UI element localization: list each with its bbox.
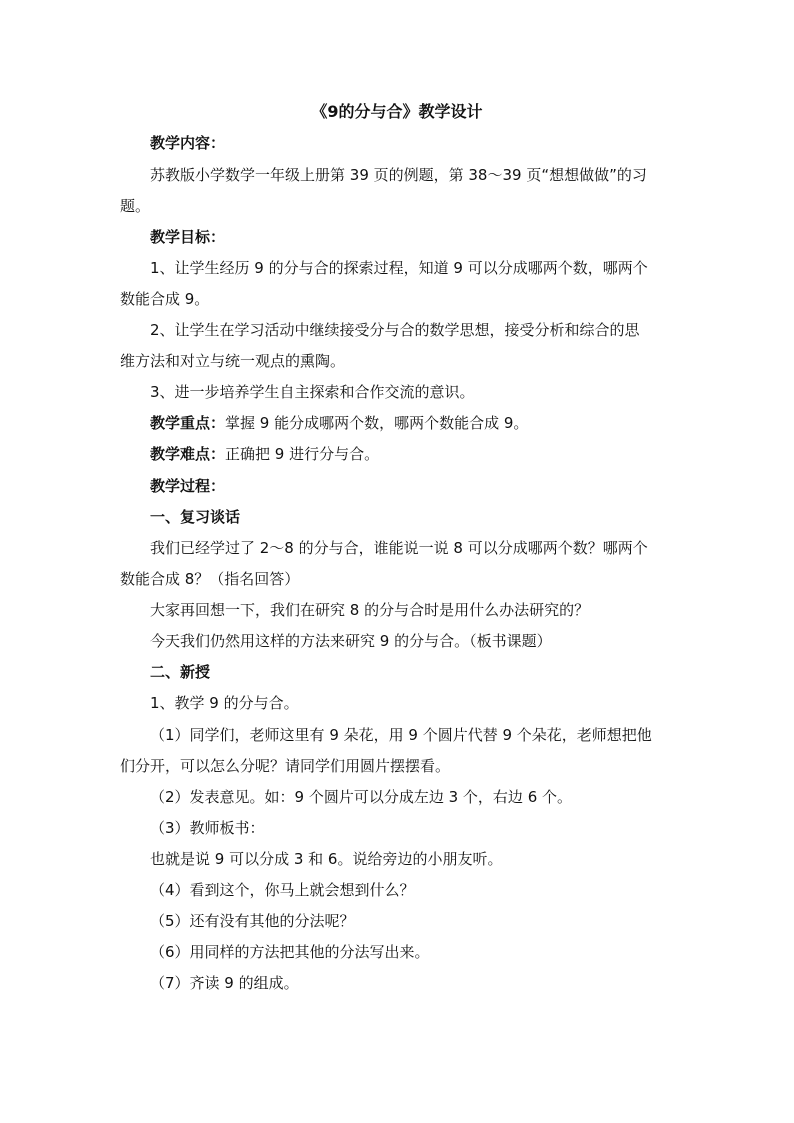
step4: （4）看到这个，你马上就会想到什么？ [150, 881, 415, 899]
step1-line1: （1）同学们，老师这里有 9 朵花，用 9 个圆片代替 9 个朵花，老师想把他 [150, 726, 652, 744]
step2: （2）发表意见。如：9 个圆片可以分成左边 3 个，右边 6 个。 [150, 788, 573, 806]
step6: （6）用同样的方法把其他的分法写出来。 [150, 943, 430, 961]
difficulty-label: 教学难点： [150, 445, 226, 463]
difficulty-text: 正确把 9 进行分与合。 [225, 445, 380, 463]
step3: （3）教师板书： [150, 819, 265, 837]
step1-line2: 们分开，可以怎么分呢？请同学们用圆片摆摆看。 [120, 757, 451, 775]
content-text-line2: 题。 [120, 197, 151, 215]
key-point-text: 掌握 9 能分成哪两个数，哪两个数能合成 9。 [225, 414, 529, 432]
goal1-line1: 1、让学生经历 9 的分与合的探索过程，知道 9 可以分成哪两个数，哪两个 [150, 259, 648, 277]
section2-heading: 二、新授 [150, 663, 211, 681]
new-teaching-item1: 1、教学 9 的分与合。 [150, 694, 299, 712]
goal2-line2: 维方法和对立与统一观点的熏陶。 [120, 352, 346, 370]
section1-heading: 一、复习谈话 [150, 508, 241, 526]
content-text-line1: 苏教版小学数学一年级上册第 39 页的例题，第 38～39 页“想想做做”的习 [150, 166, 647, 184]
difficulty-point [150, 444, 680, 464]
process-heading: 教学过程： [150, 477, 226, 495]
goal2-line1: 2、让学生在学习活动中继续接受分与合的数学思想，接受分析和综合的思 [150, 321, 640, 339]
document-title: 《9的分与合》教学设计 [311, 102, 483, 121]
content-heading: 教学内容： [150, 134, 226, 152]
review-line1: 我们已经学过了 2～8 的分与合，谁能说一说 8 可以分成哪两个数？哪两个 [150, 539, 648, 557]
review-line4: 今天我们仍然用这样的方法来研究 9 的分与合。（板书课题） [150, 632, 552, 650]
review-line2: 数能合成 8？（指名回答） [120, 570, 300, 588]
review-line3: 大家再回想一下，我们在研究 8 的分与合时是用什么办法研究的？ [150, 601, 590, 619]
goal1-line2: 数能合成 9。 [120, 290, 210, 308]
goal3: 3、进一步培养学生自主探索和合作交流的意识。 [150, 383, 475, 401]
step5: （5）还有没有其他的分法呢？ [150, 912, 355, 930]
key-point-label: 教学重点： [150, 414, 226, 432]
step3-text: 也就是说 9 可以分成 3 和 6。说给旁边的小朋友听。 [150, 850, 503, 868]
step7: （7）齐读 9 的组成。 [150, 974, 299, 992]
key-point [150, 413, 680, 433]
goals-heading: 教学目标： [150, 228, 226, 246]
